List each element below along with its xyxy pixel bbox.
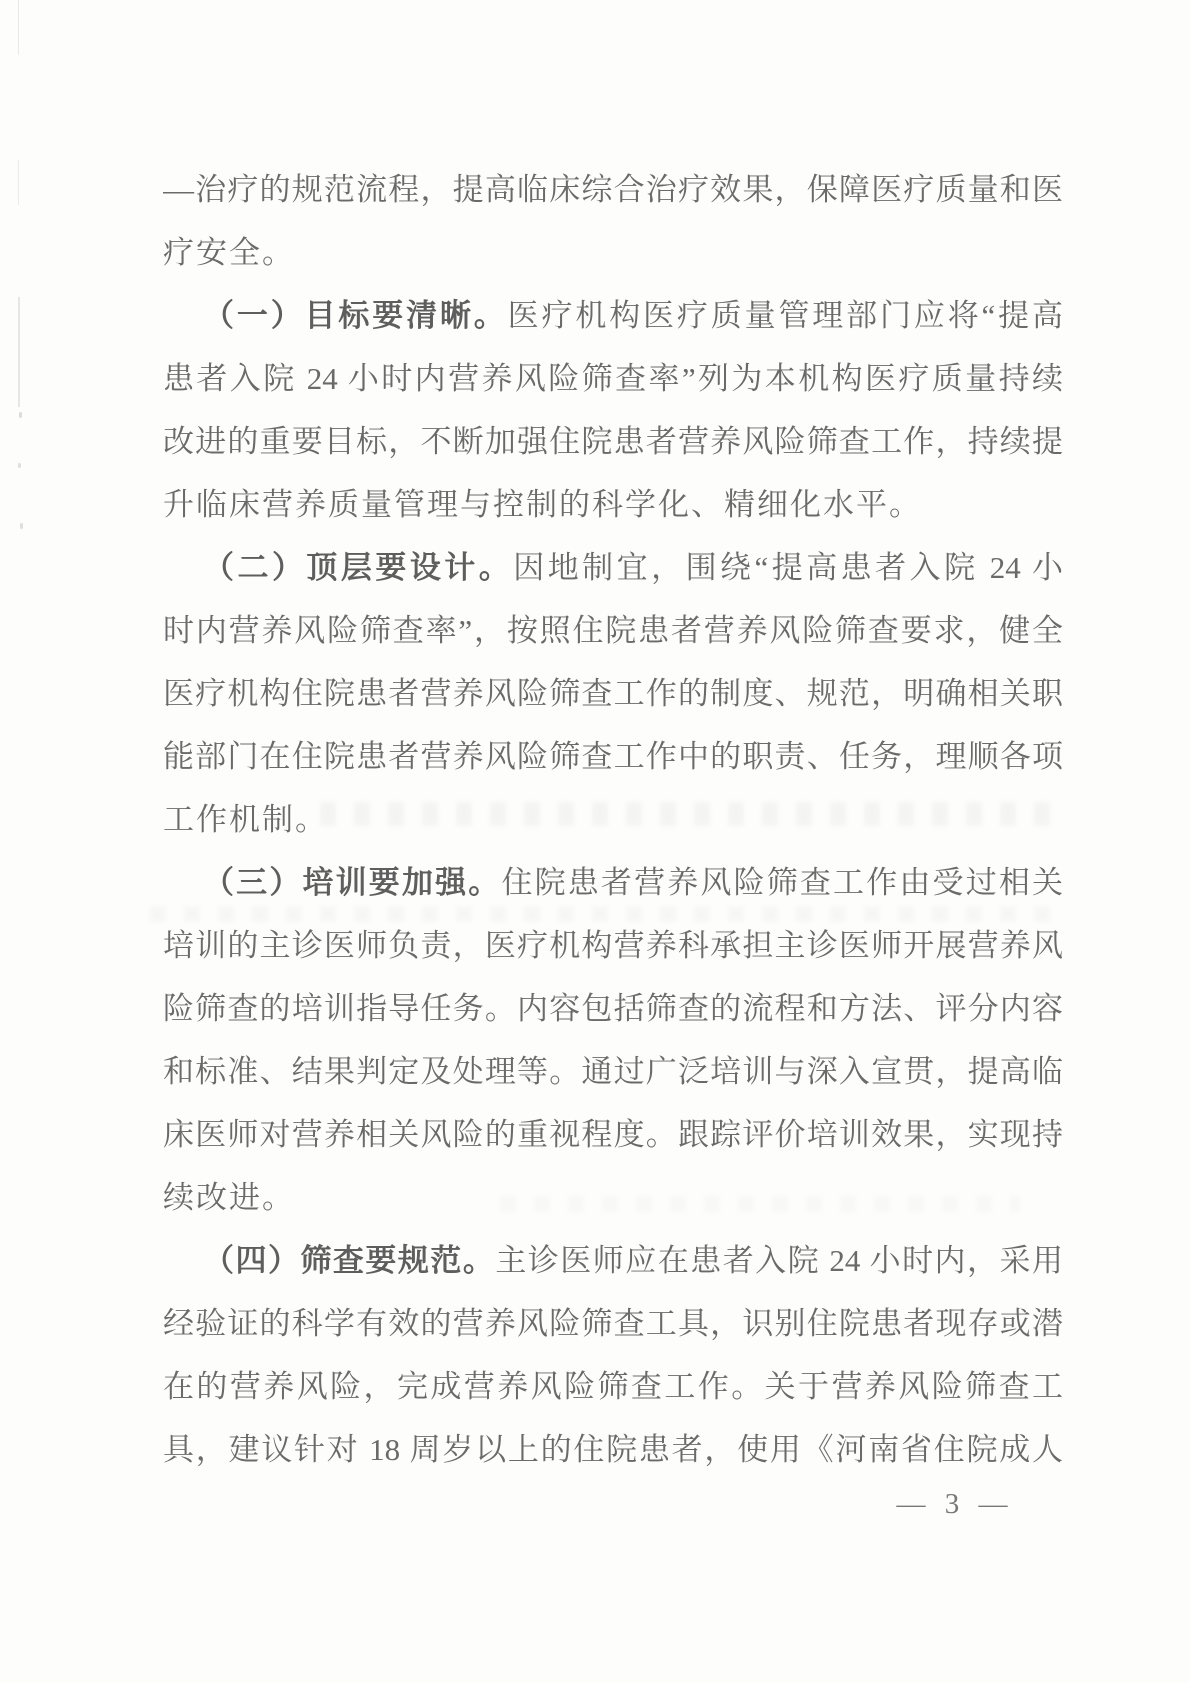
- document-body: [163, 158, 1063, 1481]
- scan-fold-line: [18, 160, 19, 205]
- line-text: —治疗的规范流程，提高临床综合治疗效果，保障医疗质量和医: [163, 172, 1063, 207]
- line-text: 险筛查的培训指导任务。内容包括筛查的流程和方法、评分内容: [163, 991, 1063, 1026]
- clause-heading: （一）目标要清晰。: [203, 298, 508, 333]
- text-line: [163, 851, 1063, 914]
- text-line: [163, 221, 1063, 284]
- clause-heading: （三）培训要加强。: [203, 865, 502, 900]
- line-text: 能部门在住院患者营养风险筛查工作中的职责、任务，理顺各项: [163, 739, 1063, 774]
- line-text: 住院患者营养风险筛查工作由受过相关: [501, 865, 1063, 900]
- text-line: [163, 284, 1063, 347]
- line-text: 床医师对营养相关风险的重视程度。跟踪评价培训效果，实现持: [163, 1117, 1063, 1152]
- line-text: 医疗机构住院患者营养风险筛查工作的制度、规范，明确相关职: [163, 676, 1063, 711]
- text-line: [163, 1418, 1063, 1481]
- line-text: 改进的重要目标，不断加强住院患者营养风险筛查工作，持续提: [163, 424, 1063, 459]
- text-line: [163, 725, 1063, 788]
- text-line: [163, 158, 1063, 221]
- text-line: [163, 536, 1063, 599]
- scan-speck: [20, 523, 23, 529]
- text-line: [163, 977, 1063, 1040]
- scan-fold-line: [18, 0, 19, 55]
- line-text: 医疗机构医疗质量管理部门应将“提高: [507, 298, 1063, 333]
- page-number: — 3 —: [896, 1488, 1014, 1520]
- text-line: [163, 662, 1063, 725]
- scan-speck: [19, 412, 22, 418]
- text-line: [163, 473, 1063, 536]
- text-line: [163, 1103, 1063, 1166]
- line-text: 患者入院 24 小时内营养风险筛查率”列为本机构医疗质量持续: [163, 361, 1063, 396]
- line-text: 时内营养风险筛查率”，按照住院患者营养风险筛查要求，健全: [163, 613, 1063, 648]
- text-line: [163, 1292, 1063, 1355]
- line-text: 经验证的科学有效的营养风险筛查工具，识别住院患者现存或潜: [163, 1306, 1063, 1341]
- clause-heading: （四）筛查要规范。: [203, 1243, 496, 1278]
- text-line: [163, 1040, 1063, 1103]
- line-text: 具，建议针对 18 周岁以上的住院患者，使用《河南省住院成人: [163, 1432, 1063, 1467]
- text-line: [163, 1355, 1063, 1418]
- line-text: 升临床营养质量管理与控制的科学化、精细化水平。: [163, 487, 922, 522]
- text-line: [163, 1229, 1063, 1292]
- line-text: 疗安全。: [163, 235, 295, 270]
- line-text: 和标准、结果判定及处理等。通过广泛培训与深入宣贯，提高临: [163, 1054, 1063, 1089]
- text-line: [163, 410, 1063, 473]
- line-text: 在的营养风险，完成营养风险筛查工作。关于营养风险筛查工: [163, 1369, 1063, 1404]
- text-line: [163, 1166, 1063, 1229]
- line-text: 主诊医师应在患者入院 24 小时内，采用: [495, 1243, 1063, 1278]
- text-line: [163, 914, 1063, 977]
- text-line: [163, 347, 1063, 410]
- scan-fold-line: [18, 297, 20, 407]
- line-text: 培训的主诊医师负责，医疗机构营养科承担主诊医师开展营养风: [163, 928, 1063, 963]
- text-line: [163, 788, 1063, 851]
- line-text: 因地制宜，围绕“提高患者入院 24 小: [513, 550, 1063, 585]
- line-text: 工作机制。: [163, 802, 328, 837]
- line-text: 续改进。: [163, 1180, 295, 1215]
- scan-speck: [18, 463, 21, 468]
- clause-heading: （二）顶层要设计。: [203, 550, 514, 585]
- text-line: [163, 599, 1063, 662]
